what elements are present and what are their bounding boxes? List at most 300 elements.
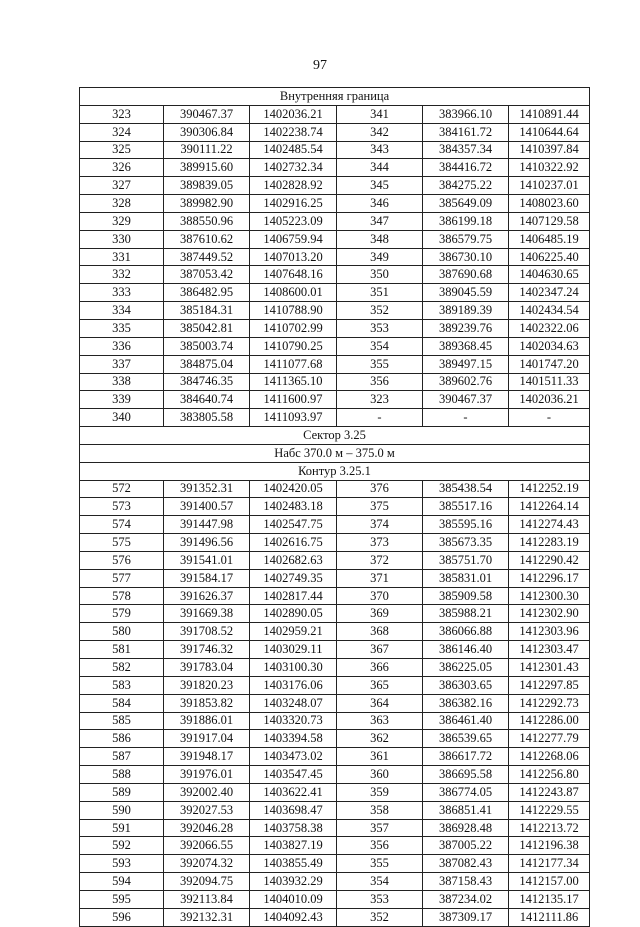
table-cell: 579 <box>80 605 164 623</box>
table-cell: 392027.53 <box>164 801 250 819</box>
table-cell: 386199.18 <box>423 212 509 230</box>
table-cell: 372 <box>337 551 423 569</box>
table-cell: 386066.88 <box>423 623 509 641</box>
table-cell: 595 <box>80 890 164 908</box>
table-cell: 1402347.24 <box>509 284 590 302</box>
table-cell: 1402916.25 <box>250 195 337 213</box>
table-cell: 591 <box>80 819 164 837</box>
table-cell: 1403394.58 <box>250 730 337 748</box>
table-cell: 386774.05 <box>423 783 509 801</box>
contour-heading: Контур 3.25.1 <box>80 462 590 480</box>
table-cell: 338 <box>80 373 164 391</box>
table-row <box>80 159 590 177</box>
table-row <box>80 766 590 784</box>
table-cell: 391496.56 <box>164 534 250 552</box>
table-cell: 1403932.29 <box>250 873 337 891</box>
table-cell: 593 <box>80 855 164 873</box>
table-row <box>80 551 590 569</box>
table-cell: 385831.01 <box>423 569 509 587</box>
table-cell: 383805.58 <box>164 409 250 427</box>
table-cell: 391626.37 <box>164 587 250 605</box>
table-cell: 388550.96 <box>164 212 250 230</box>
table-cell: 1407129.58 <box>509 212 590 230</box>
table-cell: 352 <box>337 908 423 926</box>
table-cell: 384161.72 <box>423 123 509 141</box>
sector-heading: Сектор 3.25 <box>80 427 590 445</box>
table-row <box>80 141 590 159</box>
table-cell: 1412286.00 <box>509 712 590 730</box>
table-cell: 331 <box>80 248 164 266</box>
table-row <box>80 391 590 409</box>
table-cell: 389839.05 <box>164 177 250 195</box>
table-cell: 387158.43 <box>423 873 509 891</box>
contour-heading-row <box>80 462 590 480</box>
table-cell: 1412252.19 <box>509 480 590 498</box>
table-cell: 1402749.35 <box>250 569 337 587</box>
table-cell: 363 <box>337 712 423 730</box>
table-cell: 590 <box>80 801 164 819</box>
table-row <box>80 659 590 677</box>
table-row <box>80 623 590 641</box>
table-cell: 373 <box>337 534 423 552</box>
table-cell: 392046.28 <box>164 819 250 837</box>
table-cell: 348 <box>337 230 423 248</box>
table-cell: 361 <box>337 748 423 766</box>
table-cell: 329 <box>80 212 164 230</box>
table-cell: 391976.01 <box>164 766 250 784</box>
table-cell: 371 <box>337 569 423 587</box>
table-row <box>80 105 590 123</box>
table-cell: 1403176.06 <box>250 676 337 694</box>
table-cell: 337 <box>80 355 164 373</box>
table-cell: 1412256.80 <box>509 766 590 784</box>
table-cell: 1402483.18 <box>250 498 337 516</box>
table-cell: 345 <box>337 177 423 195</box>
table-cell: 1401747.20 <box>509 355 590 373</box>
table-cell: 1402817.44 <box>250 587 337 605</box>
table-cell: 386146.40 <box>423 641 509 659</box>
table-cell: 355 <box>337 855 423 873</box>
table-cell: 386539.65 <box>423 730 509 748</box>
table-cell: 1406759.94 <box>250 230 337 248</box>
table-cell: 389239.76 <box>423 319 509 337</box>
table-cell: 387053.42 <box>164 266 250 284</box>
table-cell: 391352.31 <box>164 480 250 498</box>
table-cell: 1402485.54 <box>250 141 337 159</box>
table-cell: 1402434.54 <box>509 302 590 320</box>
table-row <box>80 801 590 819</box>
table-row <box>80 676 590 694</box>
table-cell: 375 <box>337 498 423 516</box>
table-cell: 1411365.10 <box>250 373 337 391</box>
table-row <box>80 409 590 427</box>
table-cell: 1406225.40 <box>509 248 590 266</box>
depth-range-heading-row <box>80 444 590 462</box>
table-cell: 374 <box>337 516 423 534</box>
table-cell: 364 <box>337 694 423 712</box>
table-cell: 392002.40 <box>164 783 250 801</box>
table-cell: 1404630.65 <box>509 266 590 284</box>
table-cell: 327 <box>80 177 164 195</box>
table-cell: 386851.41 <box>423 801 509 819</box>
table-row <box>80 498 590 516</box>
table-cell: 1412302.90 <box>509 605 590 623</box>
table-cell: 1412135.17 <box>509 890 590 908</box>
table-row <box>80 373 590 391</box>
table-cell: 386928.48 <box>423 819 509 837</box>
table-cell: 1403248.07 <box>250 694 337 712</box>
table-cell: 1404092.43 <box>250 908 337 926</box>
table-cell: 391917.04 <box>164 730 250 748</box>
table-row <box>80 569 590 587</box>
table-cell: 340 <box>80 409 164 427</box>
table-cell: 1412243.87 <box>509 783 590 801</box>
table-cell: 387610.62 <box>164 230 250 248</box>
table-cell: 391669.38 <box>164 605 250 623</box>
table-cell: 385042.81 <box>164 319 250 337</box>
table-cell: 390467.37 <box>423 391 509 409</box>
table-cell: 360 <box>337 766 423 784</box>
table-cell: - <box>509 409 590 427</box>
table-cell: 1402238.74 <box>250 123 337 141</box>
table-cell: 385184.31 <box>164 302 250 320</box>
table-cell: 1412300.30 <box>509 587 590 605</box>
table-cell: 1410790.25 <box>250 337 337 355</box>
table-cell: 1402547.75 <box>250 516 337 534</box>
table-cell: 1408600.01 <box>250 284 337 302</box>
table-cell: 1403320.73 <box>250 712 337 730</box>
table-cell: 391820.23 <box>164 676 250 694</box>
table-cell: 386382.16 <box>423 694 509 712</box>
table-cell: 370 <box>337 587 423 605</box>
table-cell: 324 <box>80 123 164 141</box>
table-cell: 1412264.14 <box>509 498 590 516</box>
table-cell: 1412301.43 <box>509 659 590 677</box>
table-row <box>80 712 590 730</box>
table-cell: 582 <box>80 659 164 677</box>
table-cell: 390467.37 <box>164 105 250 123</box>
table-cell: 354 <box>337 337 423 355</box>
table-cell: 385649.09 <box>423 195 509 213</box>
table-cell: 594 <box>80 873 164 891</box>
table-cell: 326 <box>80 159 164 177</box>
table-cell: 328 <box>80 195 164 213</box>
table-cell: 1410702.99 <box>250 319 337 337</box>
table-cell: 1405223.09 <box>250 212 337 230</box>
depth-range-heading: Набс 370.0 м – 375.0 м <box>80 444 590 462</box>
table-cell: 392094.75 <box>164 873 250 891</box>
table-cell: 330 <box>80 230 164 248</box>
table-cell: 392132.31 <box>164 908 250 926</box>
table-cell: 351 <box>337 284 423 302</box>
table-cell: 1402828.92 <box>250 177 337 195</box>
table-cell: 387449.52 <box>164 248 250 266</box>
table-cell: 391746.32 <box>164 641 250 659</box>
table-row <box>80 890 590 908</box>
table-cell: 1410397.84 <box>509 141 590 159</box>
table-cell: 1411077.68 <box>250 355 337 373</box>
table-cell: 386617.72 <box>423 748 509 766</box>
table-cell: 596 <box>80 908 164 926</box>
table-cell: 359 <box>337 783 423 801</box>
table-cell: 1412274.43 <box>509 516 590 534</box>
table-row <box>80 730 590 748</box>
table-cell: 333 <box>80 284 164 302</box>
table-cell: 1412177.34 <box>509 855 590 873</box>
table-cell: 385595.16 <box>423 516 509 534</box>
table-cell: 1402682.63 <box>250 551 337 569</box>
table-cell: 390111.22 <box>164 141 250 159</box>
table-cell: 367 <box>337 641 423 659</box>
table-cell: 1403547.45 <box>250 766 337 784</box>
table-cell: 1403758.38 <box>250 819 337 837</box>
table-cell: 342 <box>337 123 423 141</box>
table-row <box>80 248 590 266</box>
table-cell: 1412213.72 <box>509 819 590 837</box>
table-cell: 392074.32 <box>164 855 250 873</box>
table-cell: 1410237.01 <box>509 177 590 195</box>
table-row <box>80 212 590 230</box>
table-cell: 1402890.05 <box>250 605 337 623</box>
table-cell: 1412290.42 <box>509 551 590 569</box>
table-row <box>80 855 590 873</box>
table-cell: 389368.45 <box>423 337 509 355</box>
table-cell: 365 <box>337 676 423 694</box>
table-cell: 1410644.64 <box>509 123 590 141</box>
table-cell: 578 <box>80 587 164 605</box>
table-cell: 1403698.47 <box>250 801 337 819</box>
table-cell: 1412303.47 <box>509 641 590 659</box>
table-cell: 580 <box>80 623 164 641</box>
table-row <box>80 284 590 302</box>
table-cell: 323 <box>337 391 423 409</box>
table-cell: 386303.65 <box>423 676 509 694</box>
table-cell: 384640.74 <box>164 391 250 409</box>
table-cell: 358 <box>337 801 423 819</box>
table-cell: 392113.84 <box>164 890 250 908</box>
table-cell: 354 <box>337 873 423 891</box>
table-cell: 387082.43 <box>423 855 509 873</box>
table-cell: 1402420.05 <box>250 480 337 498</box>
table-cell: 1402959.21 <box>250 623 337 641</box>
table-row <box>80 480 590 498</box>
table-row <box>80 783 590 801</box>
table-cell: 391853.82 <box>164 694 250 712</box>
table-cell: 1411600.97 <box>250 391 337 409</box>
table-cell: 1402616.75 <box>250 534 337 552</box>
table-row <box>80 694 590 712</box>
table-cell: 355 <box>337 355 423 373</box>
table-cell: 341 <box>337 105 423 123</box>
table-cell: 332 <box>80 266 164 284</box>
table-cell: 368 <box>337 623 423 641</box>
table-cell: 1412111.86 <box>509 908 590 926</box>
table-cell: 389497.15 <box>423 355 509 373</box>
table-cell: 1403855.49 <box>250 855 337 873</box>
table-cell: 343 <box>337 141 423 159</box>
table-cell: 572 <box>80 480 164 498</box>
table-cell: 339 <box>80 391 164 409</box>
table-cell: 386695.58 <box>423 766 509 784</box>
table-cell: 350 <box>337 266 423 284</box>
table-row <box>80 748 590 766</box>
table-cell: 1412303.96 <box>509 623 590 641</box>
table-cell: 385438.54 <box>423 480 509 498</box>
table-cell: 1406485.19 <box>509 230 590 248</box>
table-cell: 389602.76 <box>423 373 509 391</box>
table-cell: 592 <box>80 837 164 855</box>
table-cell: - <box>423 409 509 427</box>
table-cell: 376 <box>337 480 423 498</box>
table-row <box>80 266 590 284</box>
table-cell: 386730.10 <box>423 248 509 266</box>
table-cell: 384357.34 <box>423 141 509 159</box>
table-cell: 1412157.00 <box>509 873 590 891</box>
table-cell: 586 <box>80 730 164 748</box>
table-cell: 1410788.90 <box>250 302 337 320</box>
table-cell: 387005.22 <box>423 837 509 855</box>
table-cell: 576 <box>80 551 164 569</box>
table-cell: 575 <box>80 534 164 552</box>
table-cell: 383966.10 <box>423 105 509 123</box>
table-cell: 387690.68 <box>423 266 509 284</box>
table-cell: 336 <box>80 337 164 355</box>
table-cell: 389915.60 <box>164 159 250 177</box>
table-cell: 391584.17 <box>164 569 250 587</box>
table-cell: 385673.35 <box>423 534 509 552</box>
table-cell: 1401511.33 <box>509 373 590 391</box>
table-cell: 362 <box>337 730 423 748</box>
table-cell: 384875.04 <box>164 355 250 373</box>
table-cell: 391783.04 <box>164 659 250 677</box>
table-cell: 1412292.73 <box>509 694 590 712</box>
table-cell: 1412283.19 <box>509 534 590 552</box>
coordinates-table <box>79 87 590 927</box>
table-cell: 1412229.55 <box>509 801 590 819</box>
table-cell: 369 <box>337 605 423 623</box>
table-row <box>80 516 590 534</box>
table-cell: 577 <box>80 569 164 587</box>
table-cell: 386461.40 <box>423 712 509 730</box>
table-cell: 323 <box>80 105 164 123</box>
table-cell: 1403473.02 <box>250 748 337 766</box>
table-cell: 581 <box>80 641 164 659</box>
table-cell: 1410891.44 <box>509 105 590 123</box>
table-cell: 357 <box>337 819 423 837</box>
table-cell: 1402732.34 <box>250 159 337 177</box>
table-row <box>80 819 590 837</box>
table-row <box>80 337 590 355</box>
table-cell: 1412277.79 <box>509 730 590 748</box>
table-row <box>80 355 590 373</box>
table-cell: 1402036.21 <box>250 105 337 123</box>
inner-boundary-heading-row <box>80 88 590 106</box>
table-cell: 392066.55 <box>164 837 250 855</box>
table-cell: 325 <box>80 141 164 159</box>
table-cell: 589 <box>80 783 164 801</box>
table-cell: 1403029.11 <box>250 641 337 659</box>
inner-boundary-heading: Внутренняя граница <box>80 88 590 106</box>
page-number: 97 <box>313 58 327 73</box>
table-cell: 344 <box>337 159 423 177</box>
table-row <box>80 230 590 248</box>
table-cell: 1411093.97 <box>250 409 337 427</box>
table-row <box>80 837 590 855</box>
table-cell: 583 <box>80 676 164 694</box>
table-cell: 385988.21 <box>423 605 509 623</box>
table-cell: 1408023.60 <box>509 195 590 213</box>
table-cell: 384275.22 <box>423 177 509 195</box>
table-cell: 1403100.30 <box>250 659 337 677</box>
table-cell: - <box>337 409 423 427</box>
table-cell: 385909.58 <box>423 587 509 605</box>
table-cell: 588 <box>80 766 164 784</box>
table-cell: 389189.39 <box>423 302 509 320</box>
table-cell: 1404010.09 <box>250 890 337 908</box>
table-cell: 1412297.85 <box>509 676 590 694</box>
table-cell: 1410322.92 <box>509 159 590 177</box>
table-cell: 1407013.20 <box>250 248 337 266</box>
table-cell: 389045.59 <box>423 284 509 302</box>
table-cell: 356 <box>337 837 423 855</box>
table-cell: 366 <box>337 659 423 677</box>
table-cell: 391541.01 <box>164 551 250 569</box>
table-row <box>80 587 590 605</box>
table-row <box>80 605 590 623</box>
table-cell: 390306.84 <box>164 123 250 141</box>
table-cell: 384746.35 <box>164 373 250 391</box>
table-cell: 349 <box>337 248 423 266</box>
table-cell: 385751.70 <box>423 551 509 569</box>
table-cell: 1403622.41 <box>250 783 337 801</box>
table-cell: 347 <box>337 212 423 230</box>
table-cell: 334 <box>80 302 164 320</box>
table-cell: 386482.95 <box>164 284 250 302</box>
table-cell: 335 <box>80 319 164 337</box>
table-cell: 1412196.38 <box>509 837 590 855</box>
table-cell: 387309.17 <box>423 908 509 926</box>
table-row <box>80 534 590 552</box>
table-cell: 584 <box>80 694 164 712</box>
table-cell: 387234.02 <box>423 890 509 908</box>
table-cell: 386225.05 <box>423 659 509 677</box>
table-cell: 385517.16 <box>423 498 509 516</box>
table-cell: 573 <box>80 498 164 516</box>
table-cell: 1403827.19 <box>250 837 337 855</box>
table-cell: 352 <box>337 302 423 320</box>
table-cell: 353 <box>337 319 423 337</box>
table-cell: 1412296.17 <box>509 569 590 587</box>
table-cell: 389982.90 <box>164 195 250 213</box>
table-row <box>80 195 590 213</box>
table-cell: 1402034.63 <box>509 337 590 355</box>
table-cell: 391400.57 <box>164 498 250 516</box>
sector-heading-row <box>80 427 590 445</box>
table-row <box>80 908 590 926</box>
table-row <box>80 641 590 659</box>
table-cell: 1407648.16 <box>250 266 337 284</box>
table-cell: 391447.98 <box>164 516 250 534</box>
table-row <box>80 177 590 195</box>
table-cell: 391948.17 <box>164 748 250 766</box>
table-cell: 1412268.06 <box>509 748 590 766</box>
table-cell: 574 <box>80 516 164 534</box>
table-row <box>80 319 590 337</box>
table-row <box>80 873 590 891</box>
table-cell: 391708.52 <box>164 623 250 641</box>
table-cell: 391886.01 <box>164 712 250 730</box>
table-cell: 384416.72 <box>423 159 509 177</box>
